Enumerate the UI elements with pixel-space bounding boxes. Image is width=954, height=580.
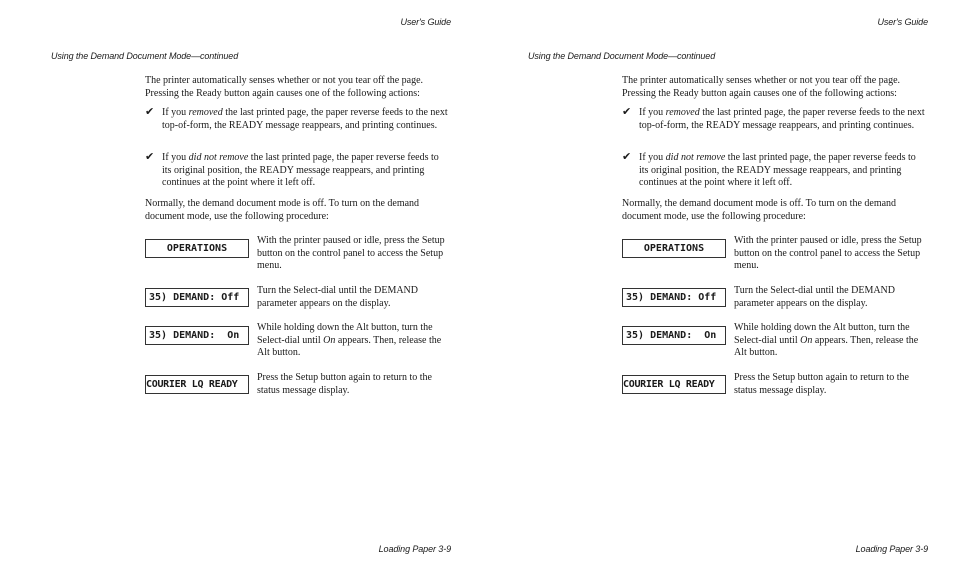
- checkmark-icon: ✔: [145, 105, 155, 118]
- procedure-intro: Normally, the demand document mode is off. To turn on the demand document mode, use the following procedure:: [622, 198, 897, 222]
- checkmark-icon: ✔: [145, 150, 155, 163]
- bullet-item: [622, 152, 927, 190]
- section-title: Using the Demand Document Mode—continued: [528, 51, 716, 61]
- page-footer: Loading Paper 3-9: [855, 544, 928, 554]
- bullet-item: [145, 107, 450, 132]
- procedure-intro: Normally, the demand document mode is off. To turn on the demand document mode, use the following procedure:: [145, 198, 420, 222]
- bullet-text: If you did not remove the last printed page, the paper reverse feeds to its original position, the READY message reappears, and printing continues at the point where it left off.: [162, 152, 439, 188]
- lcd-display: OPERATIONS: [145, 239, 249, 258]
- lcd-display: COURIER LQ READY: [145, 375, 249, 394]
- step-description: Press the Setup button again to return to the status message display.: [734, 372, 909, 396]
- bullet-item: [145, 152, 450, 190]
- lcd-display: 35) DEMAND: On: [145, 326, 249, 345]
- lcd-display: COURIER LQ READY: [622, 375, 726, 394]
- bullet-text: If you removed the last printed page, the paper reverse feeds to the next top-of-form, the READY message reappears, and printing continues.: [639, 107, 925, 131]
- section-title: Using the Demand Document Mode—continued: [51, 51, 239, 61]
- checkmark-icon: ✔: [622, 150, 632, 163]
- step-description: With the printer paused or idle, press the Setup button on the control panel to access the Setup menu.: [734, 235, 922, 271]
- step-description: Turn the Select-dial until the DEMAND parameter appears on the display.: [257, 285, 419, 309]
- step-description: While holding down the Alt button, turn the Select-dial until On appears. Then, release the Alt button.: [257, 322, 442, 358]
- document-title: User's Guide: [877, 17, 928, 27]
- intro-paragraph: The printer automatically senses whether or not you tear off the page. Pressing the Ready button again causes one of the following actions:: [622, 75, 901, 99]
- checkmark-icon: ✔: [622, 105, 632, 118]
- bullet-text: If you did not remove the last printed page, the paper reverse feeds to its original position, the READY message reappears, and printing continues at the point where it left off.: [639, 152, 916, 188]
- bullet-item: [622, 107, 927, 132]
- lcd-display: 35) DEMAND: On: [622, 326, 726, 345]
- bullet-text: If you removed the last printed page, the paper reverse feeds to the next top-of-form, the READY message reappears, and printing continues.: [162, 107, 448, 131]
- page-footer: Loading Paper 3-9: [378, 544, 451, 554]
- lcd-display: 35) DEMAND: Off: [622, 288, 726, 307]
- step-description: Turn the Select-dial until the DEMAND parameter appears on the display.: [734, 285, 896, 309]
- step-description: With the printer paused or idle, press the Setup button on the control panel to access the Setup menu.: [257, 235, 445, 271]
- lcd-display: OPERATIONS: [622, 239, 726, 258]
- lcd-display: 35) DEMAND: Off: [145, 288, 249, 307]
- manual-page-right: [477, 0, 954, 580]
- document-title: User's Guide: [400, 17, 451, 27]
- intro-paragraph: The printer automatically senses whether or not you tear off the page. Pressing the Ready button again causes one of the following actions:: [145, 75, 424, 99]
- step-description: Press the Setup button again to return to the status message display.: [257, 372, 432, 396]
- step-description: While holding down the Alt button, turn the Select-dial until On appears. Then, release the Alt button.: [734, 322, 919, 358]
